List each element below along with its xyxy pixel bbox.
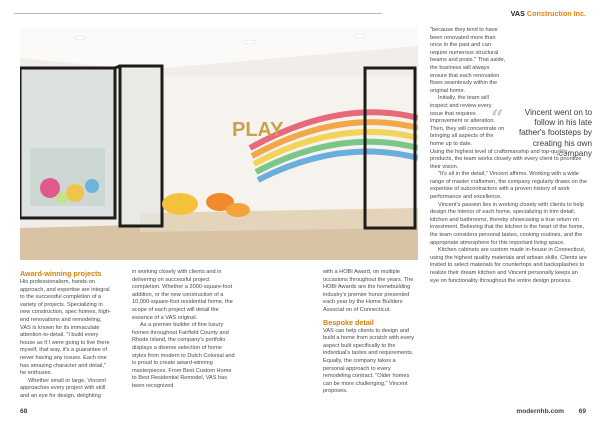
playroom-illustration [20,28,418,260]
brand-header [511,9,586,18]
paragraph: Whether small or large, Vincent approaches every project with skill and an eye for design, delighting [20,377,106,399]
page-number-left: 68 [20,408,28,415]
column-3 [323,269,415,396]
paragraph: "It's all in the detail," Vincent affirms. Working with a wide range of master craftsmen, the company regularly draws on the expertise of subcontractors with a proven history of work performance and excellence. [430,171,588,201]
paragraph: Vincent's passion lies in working closely with clients to help design the interior of each home, specializing in trim detail, kitchen and bathrooms, thereby showcasing a true return on investment. Believing that the kitchen is the heart of the home, the team considers personal tastes, cooking routines, and the appropriate atmosphere for this important living space. [430,201,585,246]
paragraph: As a premier builder of fine luxury homes throughout Fairfield County and Rhode Island, the company's portfolio displays a diverse selection of home styles from modern to Dutch Colonial and is proud to create award-winning masterpieces. From Best Custom Home to Best Residential Remodel, VAS has been recognized [132,322,235,389]
column-2 [132,269,236,391]
paragraph: His professionalism, hands-on approach, and expertise are integral to the successful completion of a variety of projects. Specializing in new construction, spec homes, high-end renovations and remodeling, VAS is known for its immaculate attention-to-detail. "I build every house as if I were going to live there myself, that way, it's a guarantee of never having any issues. Each one has amazing character and detail," he enthuses. [20,279,111,377]
paragraph: Initially, the team will inspect and review every issue that requires improvement or alteration. Then, they will concentrate on bringing all aspects of the home up to date. [430,95,505,147]
column-1 [20,269,112,401]
site-url: modernhb.com [516,408,564,415]
close-quote-icon: ” [555,146,568,172]
paragraph: Kitchen cabinets are custom made in-house in Connecticut, using the highest quality materials and artisan skills. Clients are invited to select materials for countertops and backsplashes to realize their dream kitchen and Vincent personally keeps an eye on functionality throughout the entire design process. [430,247,588,284]
top-rule [14,13,382,14]
paragraph: with a HOBI Award, on multiple occasions throughout the years. The HOBI Awards are the homebuilding industry's premier honor presented each year by the Home Builders Associat on of Connecticut. [323,269,414,313]
play-wall-sign: PLAY [232,119,284,141]
heading-award-winning: Award-winning projects [20,269,102,278]
brand-suffix: Construction Inc. [526,9,586,18]
paragraph: VAS can help clients to design and build a home from scratch with every aspect built specifically to the individual's tastes and requirements. Equally, the company takes a personal approach to every remodeling contract. "Older homes can be more challenging," Vincent proposes. [323,327,415,395]
pull-quote-text: Vincent went on to follow in his late father's footsteps by creating his own company [518,108,592,158]
playroom-photo [20,28,418,260]
page-number-right: 69 [578,408,586,415]
pull-quote [508,108,592,159]
heading-bespoke-detail: Bespoke detail [323,317,374,327]
paragraph: in working closely with clients and in delivering on successful project completion. Whether a 2000-square-foot addition, or the new construction of a 10,000-square-foot residential home, the scope of each project will detail the essence of a VAS original. [132,269,233,321]
brand-name: VAS [510,9,525,18]
paragraph: "because they tend to have been renovated more than once in the past and can require numerous structural beams and posts." That aside, the business will always ensure that each renovation flows seamlessly within the original home. [430,27,506,94]
open-quote-icon: “ [491,106,504,132]
paragraph: Using the highest level of craftsmanship and top-quality products, the team works closely with every client to prioritize their vision. [430,148,582,170]
